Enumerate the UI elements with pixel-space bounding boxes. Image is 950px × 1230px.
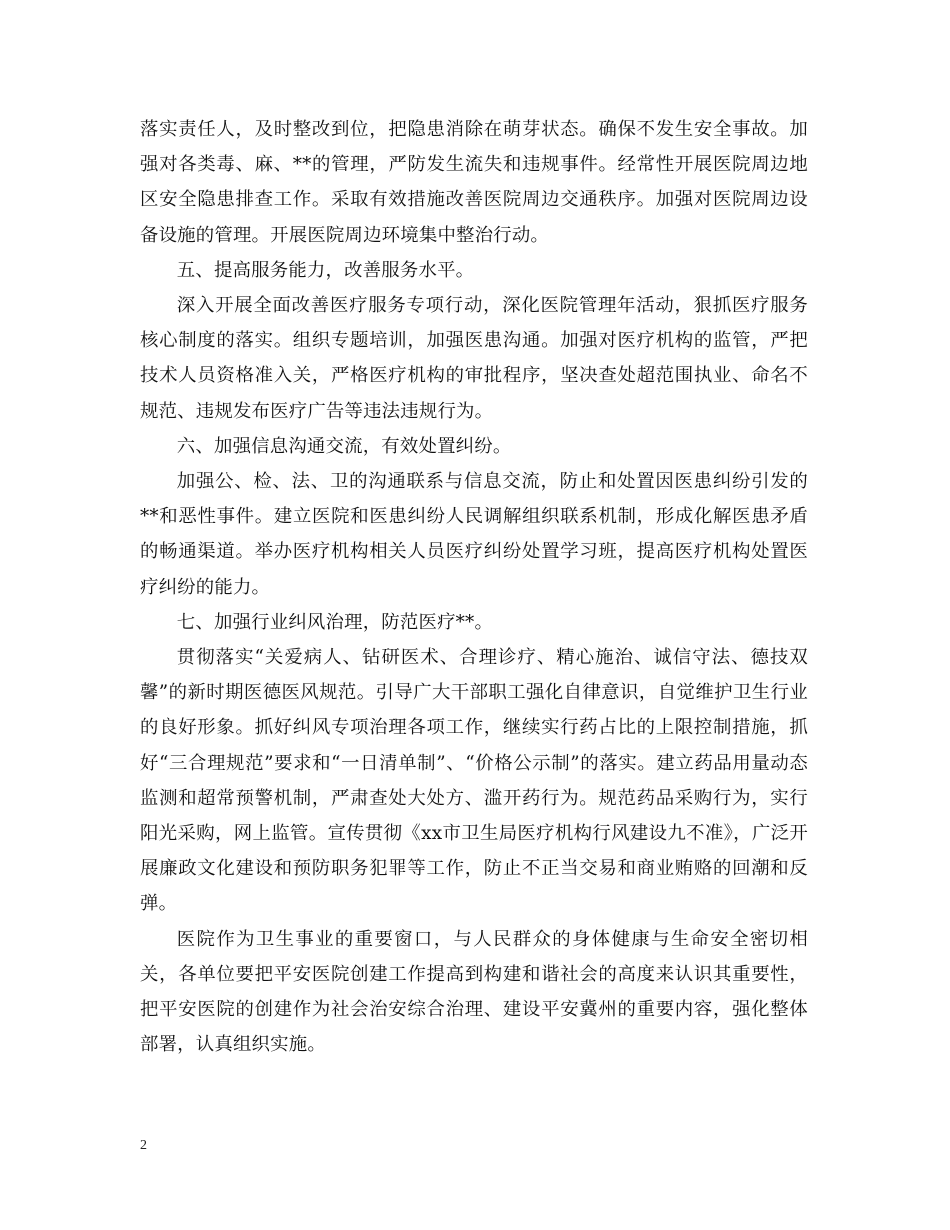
section-heading-6: 六、加强信息沟通交流，有效处置纠纷。: [176, 435, 512, 457]
paragraph-disputes: 加强公、检、法、卫的沟通联系与信息交流，防止和处置因医患纠纷引发的**和恶性事件。建立医院和医患纠纷人民调解组织联系机制，形成化解医患矛盾的畅通渠道。举办医疗机构相关人员医疗纠纷处置学习班，提高医疗机构处置医疗纠纷的能力。: [140, 471, 808, 598]
paragraph-service: 深入开展全面改善医疗服务专项行动，深化医院管理年活动，狠抓医疗服务核心制度的落实。组织专题培训，加强医患沟通。加强对医疗机构的监管，严把技术人员资格准入关，严格医疗机构的审批程序，坚决查处超范围执业、命名不规范、违规发布医疗广告等违法违规行为。: [140, 295, 808, 422]
section-heading-7: 七、加强行业纠风治理，防范医疗**。: [176, 611, 494, 633]
section-heading-5: 五、提高服务能力，改善服务水平。: [176, 259, 475, 281]
page-number: 2: [140, 1138, 147, 1153]
paragraph-ethics: 贯彻落实“关爱病人、钻研医术、合理诊疗、精心施治、诚信守法、德技双馨”的新时期医德医风规范。引导广大干部职工强化自律意识，自觉维护卫生行业的良好形象。抓好纠风专项治理各项工作，继续实行药占比的上限控制措施，抓好“三合理规范”要求和“一日清单制”、“价格公示制”的落实。建立药品用量动态监测和超常预警机制，严肃查处大处方、滥开药行为。规范药品采购行为，实行阳光采购，网上监管。宣传贯彻《xx市卫生局医疗机构行风建设九不准》，广泛开展廉政文化建设和预防职务犯罪等工作，防止不正当交易和商业贿赂的回潮和反弹。: [140, 647, 808, 915]
document-body: [140, 112, 808, 1062]
paragraph-continuation: 落实责任人，及时整改到位，把隐患消除在萌芽状态。确保不发生安全事故。加强对各类毒、麻、**的管理，严防发生流失和违规事件。经常性开展医院周边地区安全隐患排查工作。采取有效措施改善医院周边交通秩序。加强对医院周边设备设施的管理。开展医院周边环境集中整治行动。: [140, 119, 808, 246]
paragraph-conclusion: 医院作为卫生事业的重要窗口，与人民群众的身体健康与生命安全密切相关，各单位要把平安医院创建工作提高到构建和谐社会的高度来认识其重要性，把平安医院的创建作为社会治安综合治理、建设平安冀州的重要内容，强化整体部署，认真组织实施。: [140, 928, 808, 1056]
